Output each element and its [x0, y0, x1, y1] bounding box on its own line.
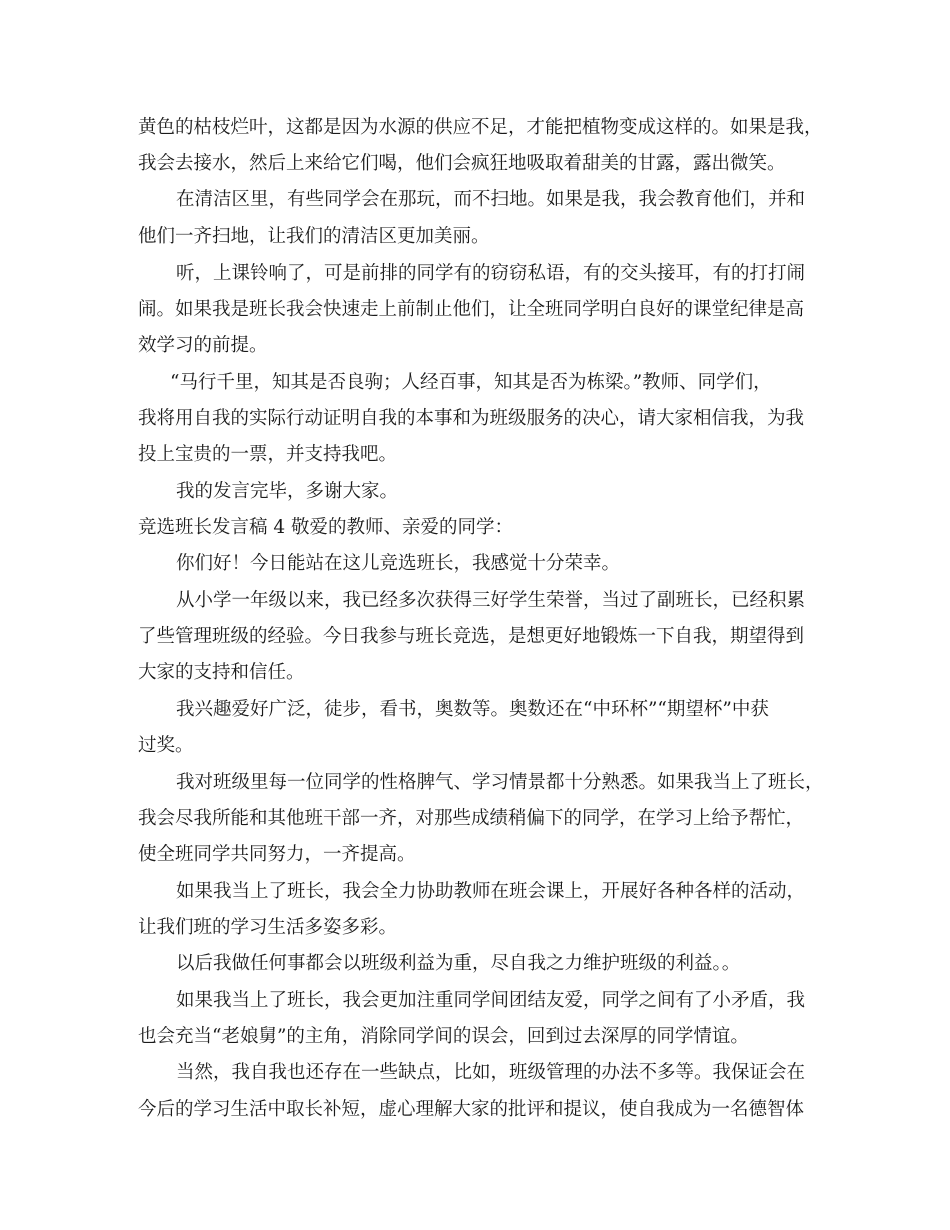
text-line: 如果我当上了班长，我会更加注重同学间团结友爱，同学之间有了小矛盾，我: [176, 990, 806, 1011]
text-line: 当然，我自我也还存在一些缺点，比如，班级管理的办法不多等。我保证会在: [176, 1062, 806, 1083]
text-line: 你们好！今日能站在这儿竞选班长，我感觉十分荣幸。: [176, 553, 621, 574]
text-line: 我的发言完毕，多谢大家。: [176, 481, 399, 502]
text-line: 大家的支持和信任。: [138, 662, 305, 683]
text-line: 我对班级里每一位同学的性格脾气、学习情景都十分熟悉。如果我当上了班长，: [176, 772, 824, 793]
text-line: 黄色的枯枝烂叶，这都是因为水源的供应不足，才能把植物变成这样的。如果是我，: [138, 117, 823, 138]
text-line: 让我们班的学习生活多姿多彩。: [138, 917, 398, 938]
text-line: 我会尽我所能和其他班干部一齐，对那些成绩稍偏下的同学，在学习上给予帮忙，: [138, 808, 805, 829]
text-line: 在清洁区里，有些同学会在那玩，而不扫地。如果是我，我会教育他们，并和: [176, 189, 806, 210]
text-line: 从小学一年级以来，我已经多次获得三好学生荣誉，当过了副班长，已经积累: [176, 590, 806, 611]
text-line: 我兴趣爱好广泛，徒步，看书，奥数等。奥数还在“中环杯”“期望杯”中获: [176, 699, 769, 720]
text-line: “马行千里，知其是否良驹；人经百事，知其是否为栋梁。”教师、同学们，: [170, 372, 772, 393]
text-line: 使全班同学共同努力，一齐提高。: [138, 844, 416, 865]
text-line: 他们一齐扫地，让我们的清洁区更加美丽。: [138, 226, 490, 247]
text-line: 了些管理班级的经验。今日我参与班长竞选，是想更好地锻炼一下自我，期望得到: [138, 626, 805, 647]
text-line: 闹。如果我是班长我会快速走上前制止他们，让全班同学明白良好的课堂纪律是高: [138, 299, 805, 320]
text-line: 以后我做任何事都会以班级利益为重，尽自我之力维护班级的利益。。: [176, 953, 741, 974]
text-line: 效学习的前提。: [138, 335, 268, 356]
text-line: 也会充当“老娘舅”的主角，消除同学间的误会，回到过去深厚的同学情谊。: [138, 1026, 749, 1047]
text-line: 我将用自我的实际行动证明自我的本事和为班级服务的决心，请大家相信我，为我: [138, 408, 805, 429]
section-heading-line: 竞选班长发言稿 4 敬爱的教师、亲爱的同学：: [138, 517, 514, 538]
text-line: 听，上课铃响了，可是前排的同学有的窃窃私语，有的交头接耳，有的打打闹: [176, 263, 806, 284]
text-line: 我会去接水，然后上来给它们喝，他们会疯狂地吸取着甜美的甘露，露出微笑。: [138, 153, 786, 174]
text-line: 投上宝贵的一票，并支持我吧。: [138, 444, 398, 465]
text-line: 今后的学习生活中取长补短，虚心理解大家的批评和提议，使自我成为一名德智体: [138, 1099, 805, 1120]
text-line: 过奖。: [138, 735, 194, 756]
text-line: 如果我当上了班长，我会全力协助教师在班会课上，开展好各种各样的活动，: [176, 881, 806, 902]
